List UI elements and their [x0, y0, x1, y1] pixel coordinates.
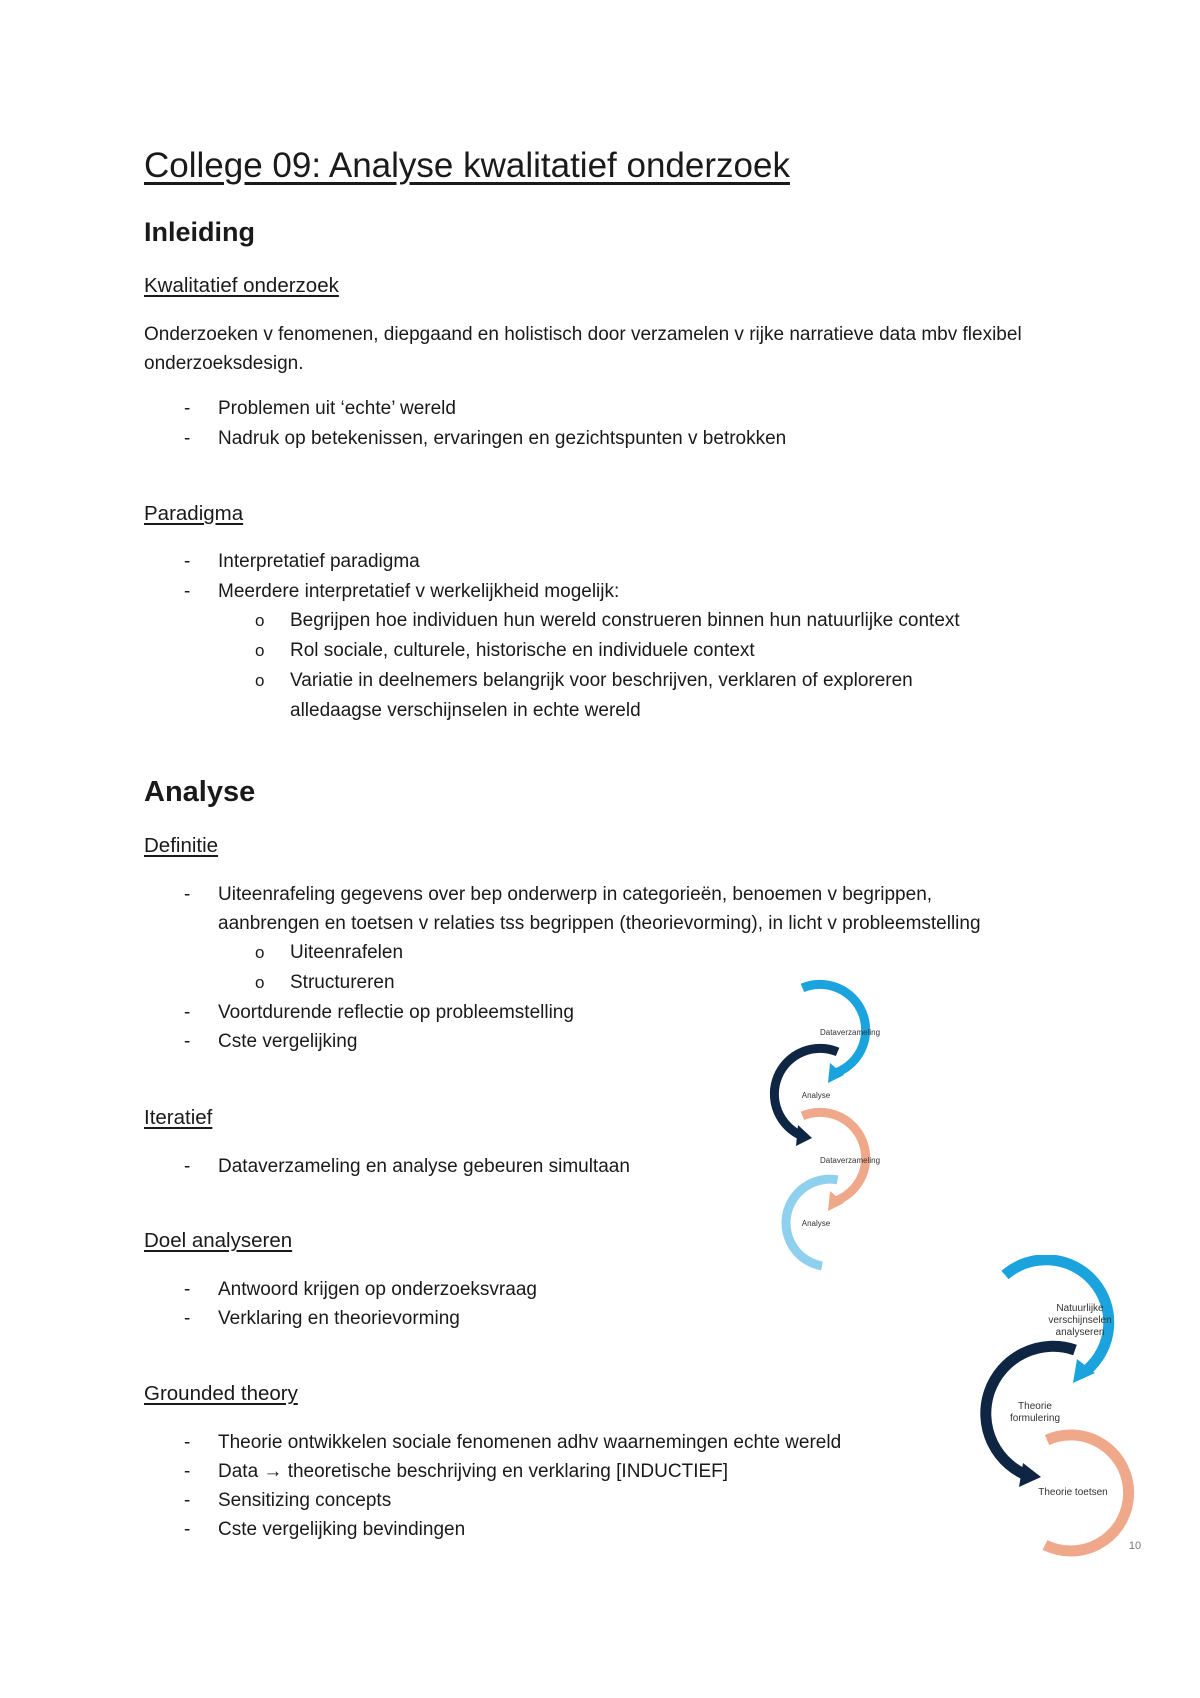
sub-marker: o: [255, 973, 265, 992]
bullet-dash: -: [184, 1490, 191, 1511]
bullet-dash: -: [184, 428, 191, 449]
cycle-label-analyse: Analyse: [801, 1091, 831, 1100]
bullet-dash: -: [184, 1156, 191, 1177]
list-item-text: Meerdere interpretatief v werkelijkheid mogelijk:: [218, 581, 620, 602]
kwalitatief-paragraph: Onderzoeken v fenomenen, diepgaand en holistisch door verzamelen v rijke narratieve data mbv flexibel onderzoeksdesign.: [144, 324, 1022, 374]
list-item-text: Uiteenrafeling gegevens over bep onderwerp in categorieën, benoemen v begrippen,: [218, 884, 933, 905]
list-item-text: Voortdurende reflectie op probleemstelling: [218, 1002, 574, 1023]
document-title: College 09: Analyse kwalitatief onderzoek: [144, 146, 790, 185]
list-item-text: [218, 1457, 728, 1486]
list-item-text: Antwoord krijgen op onderzoeksvraag: [218, 1279, 537, 1300]
sub-list-item-text: Uiteenrafelen: [290, 942, 404, 963]
bullet-dash: -: [184, 1031, 191, 1052]
sub-list-item-text: Begrijpen hoe individuen hun wereld construeren binnen hun natuurlijke context: [290, 610, 960, 631]
bullet-dash: -: [184, 1432, 191, 1453]
iteratief-cycle-diagram: [760, 975, 910, 1275]
gt-label-line: Natuurlijke: [1056, 1303, 1104, 1314]
list-item-text: Dataverzameling en analyse gebeuren simultaan: [218, 1156, 630, 1177]
list-item-text: Sensitizing concepts: [218, 1490, 392, 1511]
sub-marker: o: [255, 641, 265, 660]
heading-paradigma: Paradigma: [144, 502, 244, 525]
sub-marker: o: [255, 611, 265, 630]
page-number: 10: [1128, 1540, 1142, 1552]
list-item-text: Problemen uit ‘echte’ wereld: [218, 398, 456, 419]
heading-kwalitatief-onderzoek: Kwalitatief onderzoek: [144, 274, 339, 297]
gt-label-line: formulering: [1009, 1413, 1061, 1424]
bullet-dash: -: [184, 1308, 191, 1329]
list-item-text: Cste vergelijking bevindingen: [218, 1519, 466, 1540]
gt-label-theorie-toetsen: Theorie toetsen: [1038, 1487, 1108, 1498]
list-item-text: Theorie ontwikkelen sociale fenomenen adhv waarnemingen echte wereld: [218, 1432, 842, 1453]
bullet-dash: -: [184, 1279, 191, 1300]
heading-definitie: Definitie: [144, 834, 219, 857]
heading-doel-analyseren: Doel analyseren: [144, 1229, 293, 1252]
bullet-dash: -: [184, 1519, 191, 1540]
list-item-text: Interpretatief paradigma: [218, 551, 420, 572]
bullet-dash: -: [184, 1002, 191, 1023]
cycle-arrowhead: [796, 1125, 812, 1146]
sub-list-item-text: Variatie in deelnemers belangrijk voor beschrijven, verklaren of exploreren: [290, 670, 913, 691]
sub-list-item-continuation: alledaagse verschijnselen in echte wereld: [290, 700, 641, 721]
heading-iteratief: Iteratief: [144, 1106, 213, 1129]
grounded-theory-diagram: [965, 1255, 1155, 1565]
bullet-dash: -: [184, 581, 191, 602]
arrow-right-icon: →: [263, 1461, 283, 1482]
bullet-dash: -: [184, 884, 191, 905]
bullet-dash: -: [184, 398, 191, 419]
heading-grounded-theory: Grounded theory: [144, 1382, 298, 1405]
gt-label-line: analyseren: [1055, 1327, 1105, 1338]
sub-list-item-text: Structureren: [290, 972, 395, 993]
cycle-label-dataverzameling-2: Dataverzameling: [819, 1156, 881, 1165]
cycle-label-dataverzameling: Dataverzameling: [819, 1028, 881, 1037]
data-word: Data: [218, 1461, 259, 1482]
list-item-text: Cste vergelijking: [218, 1031, 358, 1052]
heading-inleiding: Inleiding: [144, 217, 255, 247]
sub-marker: o: [255, 671, 265, 690]
sub-marker: o: [255, 943, 265, 962]
bullet-dash: -: [184, 551, 191, 572]
list-item-text: Nadruk op betekenissen, ervaringen en gezichtspunten v betrokken: [218, 428, 787, 449]
sub-list-item-text: Rol sociale, culturele, historische en individuele context: [290, 640, 755, 661]
list-item-continuation: aanbrengen en toetsen v relaties tss begrippen (theorievorming), in licht v probleemstelling: [218, 913, 981, 934]
cycle-label-analyse-2: Analyse: [801, 1219, 831, 1228]
gt-label-line: Theorie: [1018, 1401, 1052, 1412]
heading-analyse: Analyse: [144, 776, 256, 808]
bullet-dash: -: [184, 1461, 191, 1482]
gt-label-line: verschijnselen: [1048, 1315, 1112, 1326]
list-item-rest: theoretische beschrijving en verklaring [INDUCTIEF]: [287, 1461, 729, 1482]
list-item-text: Verklaring en theorievorming: [218, 1308, 460, 1329]
gt-arrowhead: [1019, 1463, 1041, 1487]
